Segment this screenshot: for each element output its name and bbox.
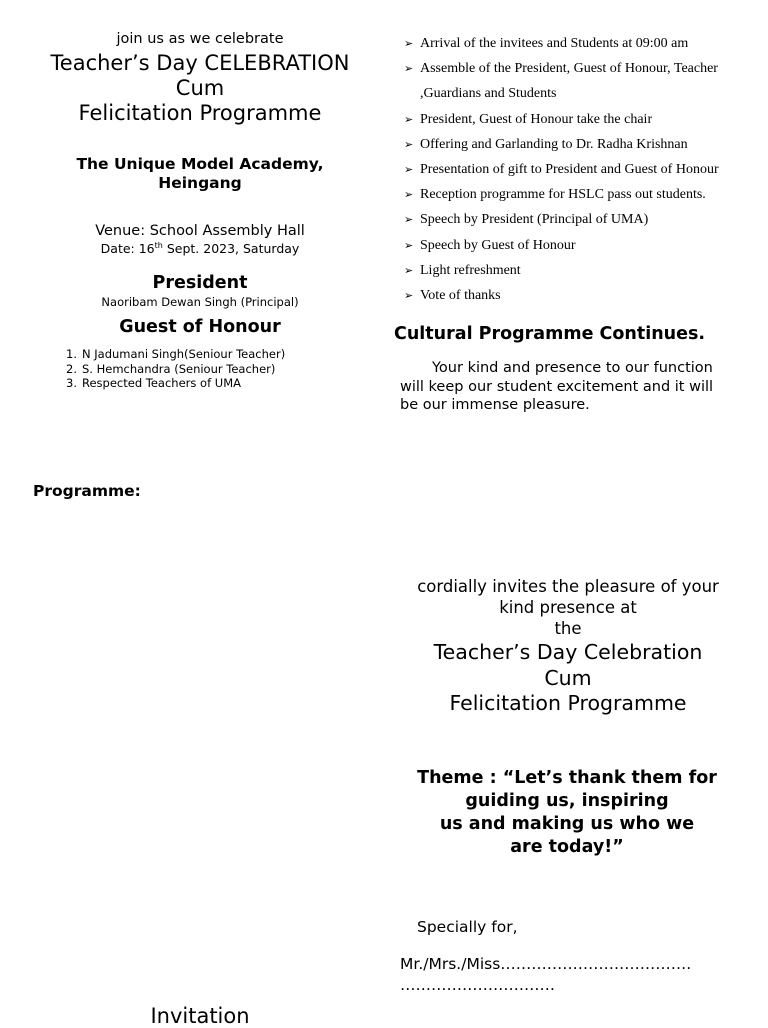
cordial-line: the [554,619,582,638]
cordial-line: cordially invites the pleasure of your [417,577,719,596]
date [0,241,400,256]
theme [392,767,742,859]
cultural-heading: Cultural Programme Continues. [394,324,706,344]
list-item [404,56,754,106]
venue: Venue: School Assembly Hall [95,223,305,239]
president-heading: President [152,273,248,293]
presence-paragraph [400,359,730,415]
arrow-bullet-icon: ➢ [404,289,414,303]
list-item [404,132,754,157]
list-item [404,207,754,232]
specially-for: Specially for, [417,918,518,936]
school-name: The Unique Model Academy, Heingang [76,155,324,192]
programme-item: Offering and Garlanding to Dr. Radha Krishnan [420,136,688,152]
programme-item: Vote of thanks [420,288,501,304]
list-item [404,233,754,258]
invite-title [386,640,750,717]
arrow-bullet-icon: ➢ [404,112,414,126]
programme-label: Programme: [33,482,141,500]
programme-list [404,31,754,308]
guest-list [66,347,285,391]
date-prefix: Date: 16 [100,241,155,257]
invitation-heading: Invitation [150,1004,250,1028]
programme-item: Reception programme for HSLC pass out students. [420,187,706,203]
guest-name: N Jadumani Singh(Seniour Teacher) [82,347,286,361]
programme-item: Speech by President (Principal of UMA) [420,212,649,228]
recipient-name-field: Mr./Mrs./Miss………………………………. [400,955,692,973]
programme-item: Light refreshment [420,262,521,278]
programme-item: Speech by Guest of Honour [420,237,576,253]
programme-item: Presentation of gift to President and Guest of Honour [420,162,719,178]
recipient-dots: ………………………… [400,976,555,994]
arrow-bullet-icon: ➢ [404,213,414,227]
list-item [66,362,285,377]
intro-text: join us as we celebrate [116,31,284,47]
event-title-line: Teacher’s Day CELEBRATION [50,51,350,75]
event-title-line: Cum [175,76,225,100]
list-number: 1. [66,347,77,361]
list-item [404,182,754,207]
arrow-bullet-icon: ➢ [404,37,414,50]
event-title-line: Felicitation Programme [78,101,322,125]
list-item [404,283,754,308]
presence-text: Your kind and presence to our function will keep our student excitement and it will be our immense pleasure. [400,360,714,413]
list-item [66,376,285,391]
list-item [404,107,754,132]
list-item [404,258,754,283]
theme-line: Theme : “Let’s thank them for [417,768,717,788]
arrow-bullet-icon: ➢ [404,188,414,202]
date-ordinal: th [154,241,163,250]
programme-item: Arrival of the invitees and Students at 09:00 am [420,36,689,51]
guest-name: Respected Teachers of UMA [82,376,241,390]
date-suffix: Sept. 2023, Saturday [162,241,300,257]
arrow-bullet-icon: ➢ [404,263,414,277]
list-item [404,31,754,56]
arrow-bullet-icon: ➢ [404,163,414,177]
guest-heading: Guest of Honour [119,317,281,337]
list-item [66,347,285,362]
guest-name: S. Hemchandra (Seniour Teacher) [82,361,276,376]
invite-title-line: Teacher’s Day Celebration [433,640,703,664]
theme-line: guiding us, inspiring [465,791,669,811]
list-number: 2. [66,361,77,376]
recipient-line [400,954,691,996]
invite-title-line: Felicitation Programme [449,691,687,715]
arrow-bullet-icon: ➢ [404,238,414,252]
invite-title-line: Cum [544,665,592,690]
theme-line: are today!” [510,837,624,857]
list-number: 3. [66,376,77,390]
president-name: Naoribam Dewan Singh (Principal) [101,295,299,309]
cordial-line: kind presence at [499,598,637,617]
event-title [0,51,400,126]
arrow-bullet-icon: ➢ [404,62,414,76]
theme-line: us and making us who we [439,814,695,834]
programme-item: Assemble of the President, Guest of Honour, Teacher ,Guardians and Students [420,61,718,102]
programme-item: President, Guest of Honour take the chair [420,111,653,127]
arrow-bullet-icon: ➢ [404,137,414,151]
cordial-invite [386,576,750,639]
list-item [404,157,754,182]
